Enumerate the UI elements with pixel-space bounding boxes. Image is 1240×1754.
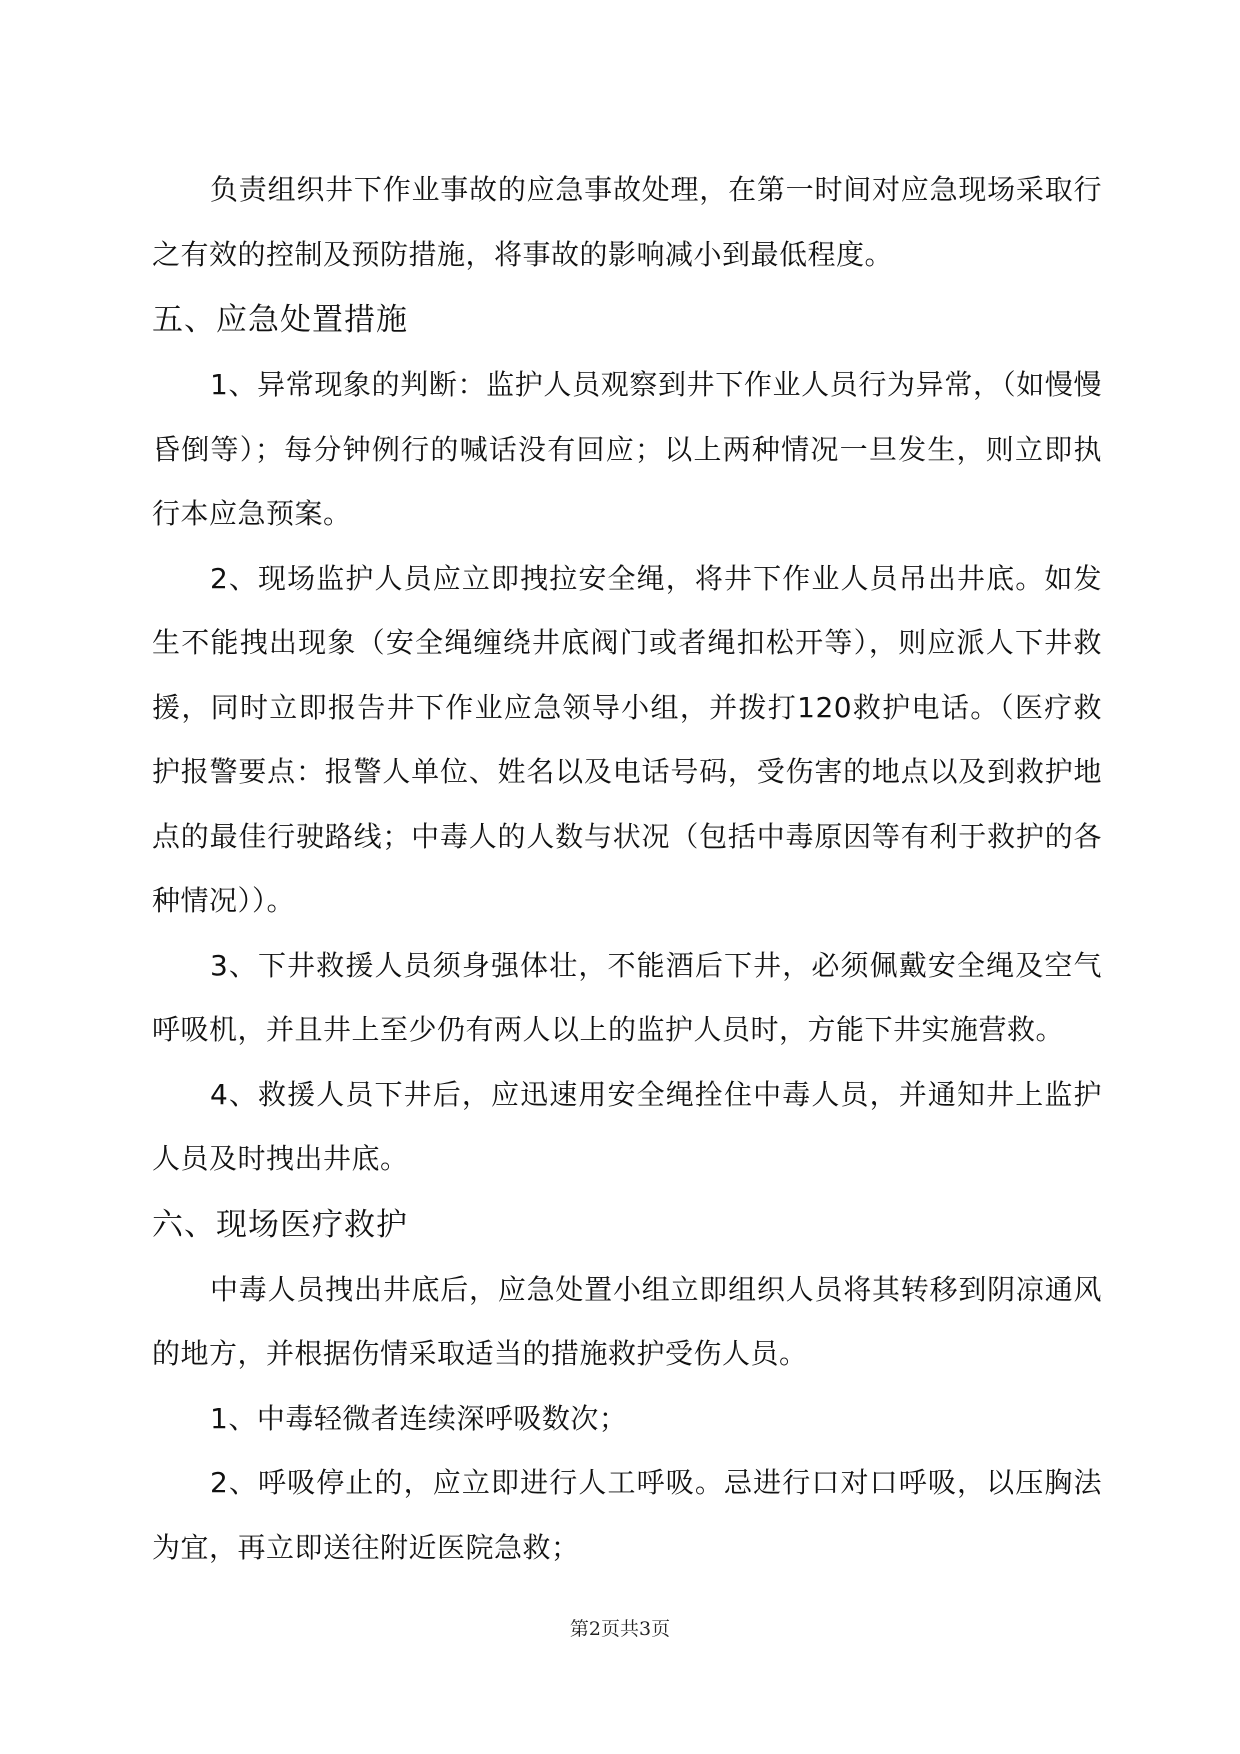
paragraph-measure-3: 3、下井救援人员须身强体壮，不能酒后下井，必须佩戴安全绳及空气呼吸机，并且井上至少仍有两人以上的监护人员时，方能下井实施营救。 xyxy=(152,948,1102,1046)
paragraph-measure-2: 2、现场监护人员应立即拽拉安全绳，将井下作业人员吊出井底。如发生不能拽出现象（安全绳缠绕井底阀门或者绳扣松开等），则应派人下井救援，同时立即报告井下作业应急领导小组，并拨打120救护电话。（医疗救护报警要点：报警人单位、姓名以及电话号码，受伤害的地点以及到救护地点的最佳行驶路线；中毒人的人数与状况（包括中毒原因等有利于救护的各种情况））。 xyxy=(152,561,1102,917)
section-heading-emergency-measures: 五、应急处置措施 xyxy=(152,302,408,338)
paragraph-medical-intro: 中毒人员拽出井底后，应急处置小组立即组织人员将其转移到阴凉通风的地方，并根据伤情采取适当的措施救护受伤人员。 xyxy=(152,1272,1102,1370)
paragraph-measure-4: 4、救援人员下井后，应迅速用安全绳拴住中毒人员，并通知井上监护人员及时拽出井底。 xyxy=(152,1077,1102,1175)
section-heading-medical-rescue: 六、现场医疗救护 xyxy=(152,1206,408,1243)
paragraph-measure-1: 1、异常现象的判断：监护人员观察到井下作业人员行为异常，（如慢慢昏倒等）；每分钟例行的喊话没有回应；以上两种情况一旦发生，则立即执行本应急预案。 xyxy=(152,368,1102,530)
paragraph-medical-2: 2、呼吸停止的，应立即进行人工呼吸。忌进行口对口呼吸，以压胸法为宜，再立即送往附近医院急救； xyxy=(152,1466,1102,1564)
paragraph-responsibility: 负责组织井下作业事故的应急事故处理，在第一时间对应急现场采取行之有效的控制及预防措施，将事故的影响减小到最低程度。 xyxy=(152,173,1102,271)
page-number-footer: 第2页共3页 xyxy=(569,1618,671,1640)
document-body xyxy=(152,158,1102,1580)
paragraph-medical-1: 1、中毒轻微者连续深呼吸数次； xyxy=(210,1401,628,1435)
